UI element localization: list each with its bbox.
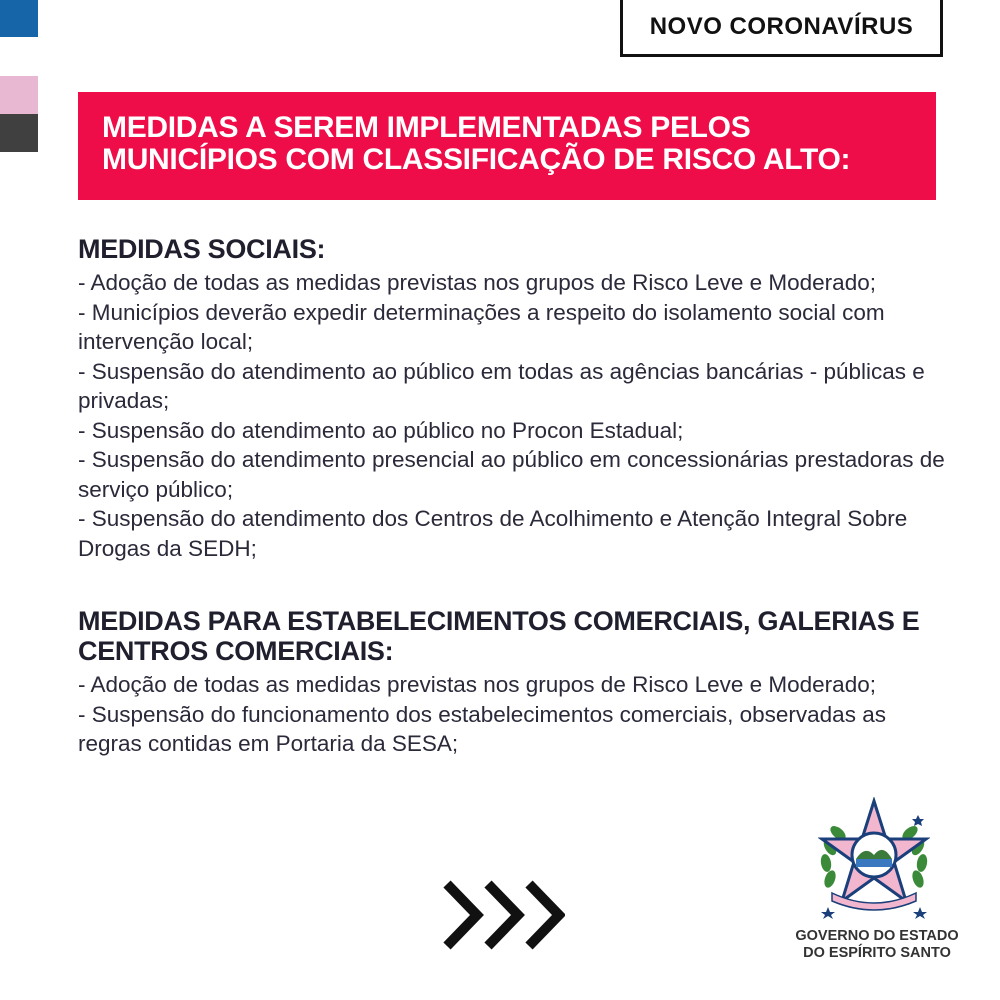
list-item: - Adoção de todas as medidas previstas nos grupos de Risco Leve e Moderado; (78, 672, 876, 697)
decor-square-blue (0, 0, 38, 37)
banner-title-line-2: MUNICÍPIOS COM CLASSIFICAÇÃO DE RISCO ALTO: (102, 143, 851, 176)
decor-square-pink (0, 76, 38, 114)
triple-chevron-right-icon[interactable] (443, 880, 565, 950)
government-label-line-2: DO ESPÍRITO SANTO (803, 945, 951, 961)
list-item: - Suspensão do atendimento dos Centros de Acolhimento e Atenção Integral Sobre Drogas da SEDH; (78, 506, 908, 561)
section-commerce (78, 606, 948, 759)
banner-title-line-1: MEDIDAS A SEREM IMPLEMENTADAS PELOS (102, 111, 751, 144)
section-title-commerce-line-1: MEDIDAS PARA ESTABELECIMENTOS COMERCIAIS, GALERIAS E (78, 606, 920, 636)
section-title-commerce (78, 606, 948, 666)
header-tag: NOVO CORONAVÍRUS (620, 0, 943, 57)
title-banner (78, 92, 936, 200)
government-label-line-1: GOVERNO DO ESTADO (795, 928, 959, 944)
list-item: - Suspensão do atendimento ao público no Procon Estadual; (78, 417, 684, 443)
section-title-social: MEDIDAS SOCIAIS: (78, 234, 326, 264)
list-item: - Suspensão do atendimento presencial ao público em concessionárias prestadoras de serviço público; (78, 447, 945, 502)
decor-square-dark (0, 114, 38, 152)
list-item: - Municípios deverão expedir determinações a respeito do isolamento social com intervenção local; (78, 299, 885, 354)
section-social (78, 234, 948, 563)
state-coat-of-arms-icon (818, 797, 930, 919)
list-item: - Adoção de todas as medidas previstas nos grupos de Risco Leve e Moderado; (78, 270, 876, 295)
list-item: - Suspensão do atendimento ao público em todas as agências bancárias - públicas e privadas; (78, 358, 925, 413)
list-item: - Suspensão do funcionamento dos estabelecimentos comerciais, observadas as regras contidas em Portaria da SESA; (78, 701, 886, 756)
government-label (782, 928, 972, 962)
content (78, 234, 948, 759)
section-title-commerce-line-2: CENTROS COMERCIAIS: (78, 636, 394, 666)
